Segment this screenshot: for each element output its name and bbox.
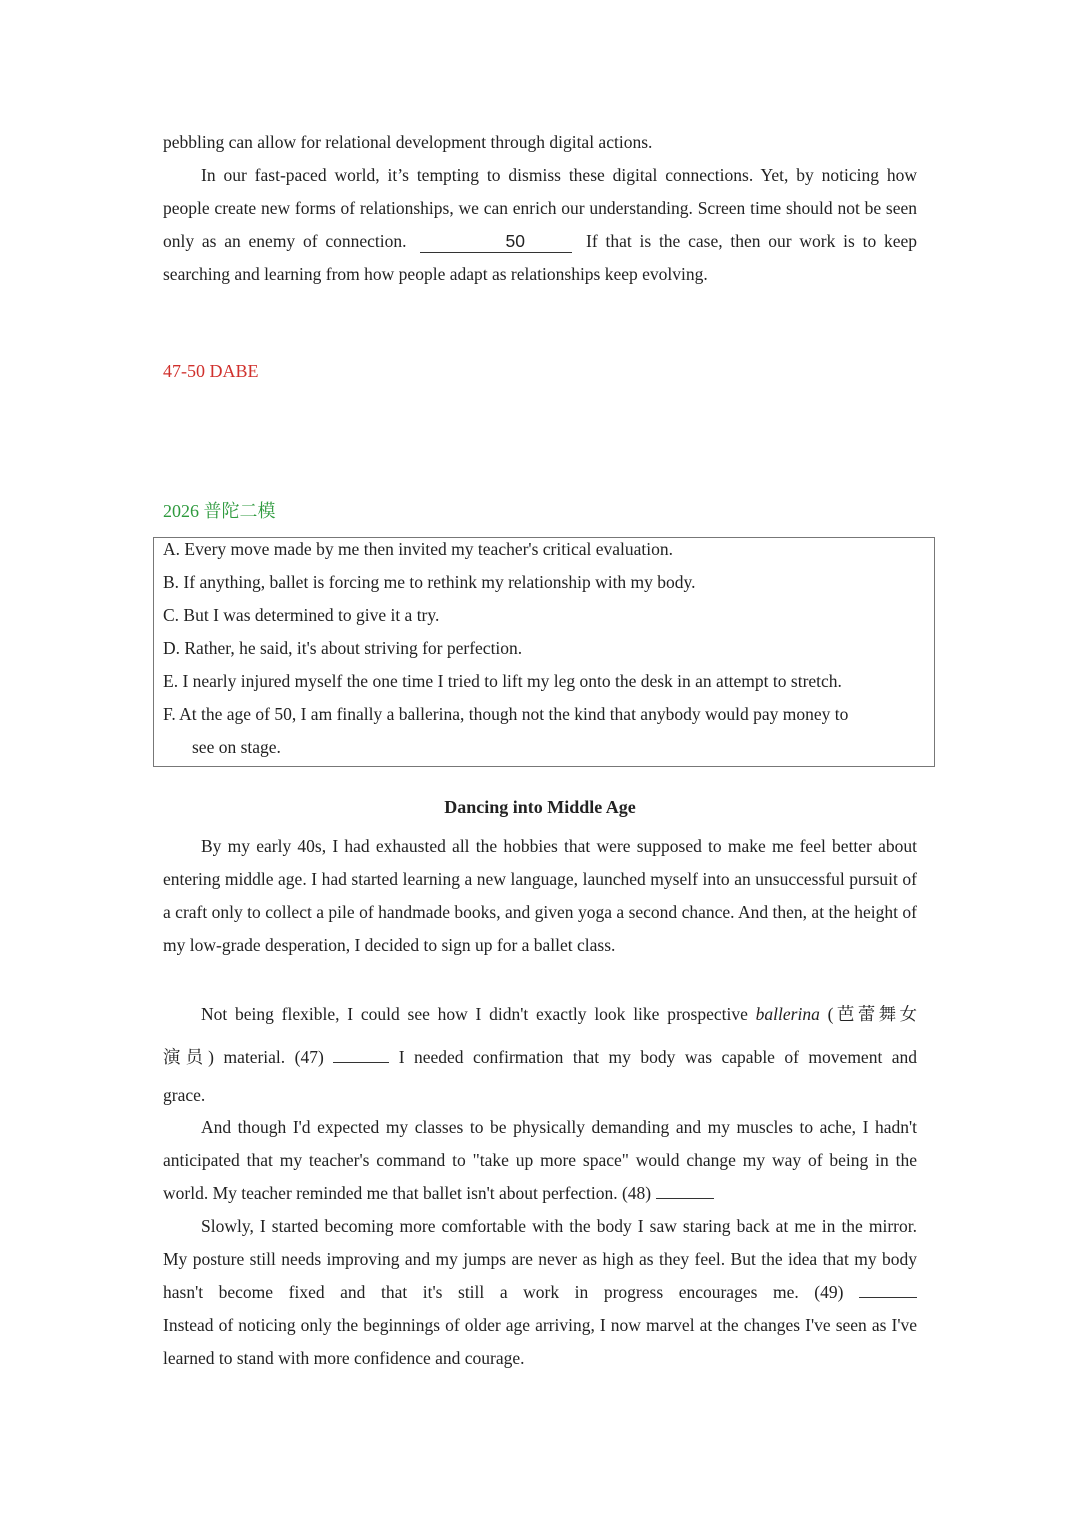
- section-header: 2026 普陀二模: [163, 501, 276, 521]
- passage-text: In our fast-paced world, it’s tempting to dismiss these digital connections. Yet, by noticing how people create new forms of relationships, we can enrich our understanding. Screen time should not be seen only as an enemy of connection.: [163, 165, 917, 251]
- para2-gloss: (芭蕾舞女: [827, 1004, 918, 1024]
- para2-text: 演员) material. (47): [163, 1047, 324, 1067]
- passage-paragraph: [163, 159, 917, 291]
- article-paragraph-3: [163, 1111, 917, 1210]
- blank-47: [333, 1044, 389, 1063]
- option-d: D. Rather, he said, it's about striving for perfection.: [163, 638, 523, 658]
- para2-text: I needed confirmation that my body was capable of movement and: [398, 1047, 918, 1067]
- para4-text: Slowly, I started becoming more comfortable with the body I saw staring back at me in the mirror. My posture still needs improving and my jumps are never as high as they feel. But the idea that my body hasn't become fixed and that it's still a work in progress encourages me. (49): [163, 1216, 917, 1302]
- para2-italic: ballerina: [755, 1004, 820, 1024]
- para2-text: Not being flexible, I could see how I didn't exactly look like prospective: [201, 1004, 748, 1024]
- article-paragraph-1: By my early 40s, I had exhausted all the hobbies that were supposed to make me feel better about entering middle age. I had started learning a new language, launched myself into an unsuccessful pursuit of a craft only to collect a pile of handmade books, and given yoga a second chance. And then, at the height of my low-grade desperation, I decided to sign up for a ballet class.: [163, 836, 917, 955]
- article-paragraph-4a: [163, 1210, 917, 1309]
- answer-key: 47-50 DABE: [163, 361, 259, 381]
- option-e: E. I nearly injured myself the one time I tried to lift my leg onto the desk in an attempt to stretch.: [163, 671, 842, 691]
- option-f-continued: see on stage.: [192, 737, 281, 757]
- option-b: B. If anything, ballet is forcing me to rethink my relationship with my body.: [163, 572, 696, 592]
- article-title: Dancing into Middle Age: [444, 797, 636, 817]
- article-paragraph-2c: grace.: [163, 1085, 206, 1105]
- article-paragraph-4b: Instead of noticing only the beginnings of older age arriving, I now marvel at the changes I've seen as I've learned to stand with more confidence and courage.: [163, 1315, 917, 1368]
- option-c: C. But I was determined to give it a try.: [163, 605, 440, 625]
- article-paragraph-2b: [163, 1041, 917, 1074]
- blank-50: 50: [420, 230, 572, 253]
- option-a: A. Every move made by me then invited my teacher's critical evaluation.: [163, 539, 673, 559]
- article-paragraph-2a: [163, 998, 917, 1031]
- passage-text: If that is the case, then our work is to keep searching and learning from how people adapt as relationships keep evolving.: [163, 231, 918, 284]
- para3-text: And though I'd expected my classes to be physically demanding and my muscles to ache, I hadn't anticipated that my teacher's command to "take up more space" would change my way of being in the world. My teacher reminded me that ballet isn't about perfection. (48): [163, 1117, 917, 1203]
- option-f: F. At the age of 50, I am finally a ballerina, though not the kind that anybody would pay money to: [163, 704, 849, 724]
- passage-line: pebbling can allow for relational development through digital actions.: [163, 132, 653, 152]
- blank-49: [859, 1279, 917, 1298]
- blank-48: [656, 1180, 714, 1199]
